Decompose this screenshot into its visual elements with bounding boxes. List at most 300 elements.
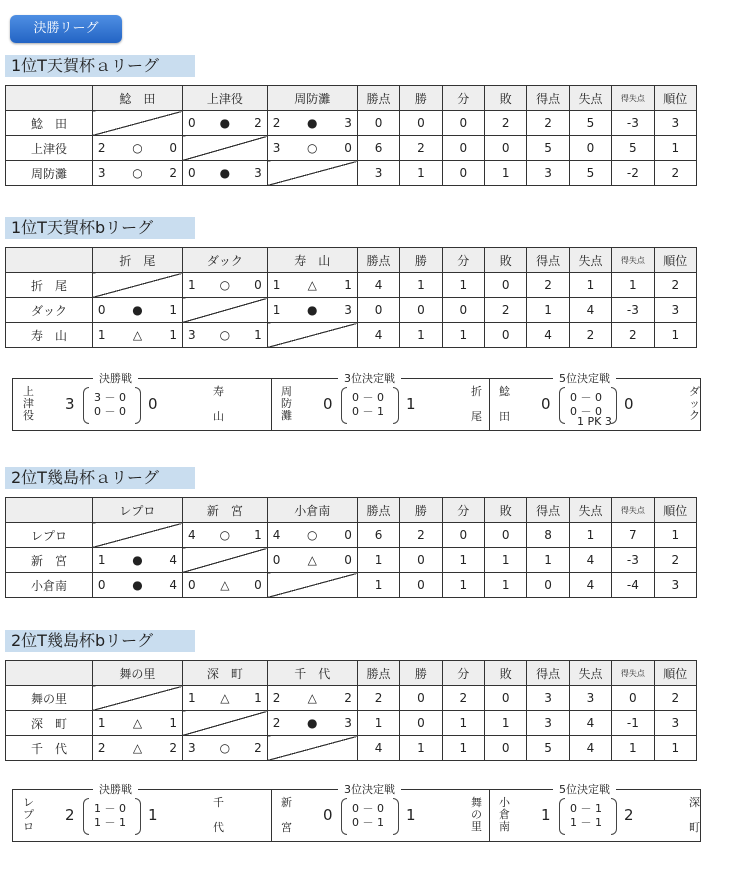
stat-cell: 2 bbox=[442, 686, 484, 711]
stat-header: 分 bbox=[442, 498, 484, 523]
team-name: ダック bbox=[6, 298, 93, 323]
stat-cell: 3 bbox=[654, 711, 696, 736]
name-char: 小 bbox=[499, 796, 510, 809]
self-match-cell bbox=[182, 548, 267, 573]
stat-cell: 0 bbox=[485, 686, 527, 711]
match-score bbox=[268, 303, 357, 317]
team-row bbox=[6, 136, 697, 161]
self-match-cell bbox=[92, 111, 182, 136]
score-part: 1 bbox=[254, 328, 262, 342]
score-part: 1 bbox=[187, 691, 196, 705]
stat-cell: 1 bbox=[400, 273, 442, 298]
stat-header: 敗 bbox=[485, 498, 527, 523]
team-row bbox=[6, 736, 697, 761]
league-table bbox=[5, 497, 697, 598]
stat-header: 敗 bbox=[485, 248, 527, 273]
stat-cell: 4 bbox=[357, 736, 399, 761]
match-score bbox=[93, 166, 182, 180]
match-cell bbox=[267, 298, 357, 323]
corner-cell bbox=[6, 86, 93, 111]
match-score bbox=[268, 553, 357, 567]
team-row bbox=[6, 161, 697, 186]
match-cell bbox=[182, 573, 267, 598]
stat-cell: 2 bbox=[357, 686, 399, 711]
self-match-cell bbox=[267, 736, 357, 761]
close-bracket bbox=[611, 387, 617, 424]
match-title: 5位決定戦 bbox=[553, 781, 616, 797]
score-part: ● bbox=[307, 716, 318, 730]
stat-cell: -1 bbox=[612, 711, 654, 736]
score-part: 3 bbox=[344, 716, 352, 730]
stat-cell: 5 bbox=[527, 736, 569, 761]
match-cell bbox=[182, 736, 267, 761]
stat-cell: 5 bbox=[569, 111, 611, 136]
final-league-button[interactable]: 決勝リーグ bbox=[10, 15, 122, 43]
stat-header: 失点 bbox=[569, 498, 611, 523]
team-name: 寿 山 bbox=[6, 323, 93, 348]
score-part: ○ bbox=[219, 328, 231, 342]
match-title: 決勝戦 bbox=[93, 370, 138, 386]
score-part: 0 bbox=[272, 553, 281, 567]
league-table bbox=[5, 85, 697, 186]
pk-score: 1 PK 3 bbox=[577, 415, 612, 428]
stat-cell: 2 bbox=[654, 161, 696, 186]
open-bracket bbox=[341, 798, 347, 835]
second-half-score: 1 － 1 bbox=[570, 816, 602, 829]
team-header: 千 代 bbox=[267, 661, 357, 686]
stat-cell: 5 bbox=[612, 136, 654, 161]
match-score bbox=[183, 691, 267, 705]
score-part: 4 bbox=[169, 553, 177, 567]
match-cell bbox=[267, 111, 357, 136]
match-cell bbox=[182, 686, 267, 711]
stat-cell: 1 bbox=[485, 161, 527, 186]
team-row bbox=[6, 686, 697, 711]
stat-cell: 1 bbox=[485, 711, 527, 736]
name-char: 宮 bbox=[281, 821, 292, 834]
stat-cell: 4 bbox=[569, 573, 611, 598]
stat-header: 分 bbox=[442, 661, 484, 686]
first-half-score: 0 － 1 bbox=[570, 802, 602, 815]
right-team-name bbox=[471, 386, 482, 423]
league-title: 1位T天賀杯bリーグ bbox=[5, 217, 195, 239]
self-match-cell bbox=[267, 323, 357, 348]
stat-header: 順位 bbox=[654, 86, 696, 111]
score-part: 2 bbox=[254, 741, 262, 755]
team-name: 上津役 bbox=[6, 136, 93, 161]
first-half-score: 3 － 0 bbox=[94, 391, 126, 404]
name-char: 舞 bbox=[471, 796, 482, 809]
name-char: 防 bbox=[281, 397, 292, 410]
match-score bbox=[93, 741, 182, 755]
team-name: 舞の里 bbox=[6, 686, 93, 711]
score-part: ○ bbox=[132, 166, 143, 180]
stat-cell: 1 bbox=[442, 711, 484, 736]
name-char: 里 bbox=[471, 820, 482, 833]
stat-cell: 0 bbox=[400, 686, 442, 711]
name-char: 南 bbox=[499, 820, 510, 833]
left-total-score: 2 bbox=[65, 806, 75, 824]
close-bracket bbox=[611, 798, 617, 835]
self-match-cell bbox=[92, 686, 182, 711]
score-part: 0 bbox=[97, 303, 106, 317]
match-score bbox=[93, 141, 182, 155]
stat-cell: 6 bbox=[357, 523, 399, 548]
score-part: △ bbox=[220, 578, 230, 592]
stat-cell: 1 bbox=[485, 548, 527, 573]
team-name: 深 町 bbox=[6, 711, 93, 736]
stat-cell: 2 bbox=[654, 686, 696, 711]
open-bracket bbox=[83, 387, 89, 424]
match-cell bbox=[92, 711, 182, 736]
stat-header: 得失点 bbox=[612, 248, 654, 273]
name-char: 尾 bbox=[471, 410, 482, 423]
stat-cell: 1 bbox=[654, 523, 696, 548]
score-part: 1 bbox=[187, 278, 196, 292]
score-part: 0 bbox=[187, 578, 196, 592]
score-part: ● bbox=[307, 303, 318, 317]
stat-cell: 2 bbox=[527, 273, 569, 298]
name-char: ク bbox=[689, 409, 700, 422]
first-half-score: 0 － 0 bbox=[352, 391, 384, 404]
team-header: 鯰 田 bbox=[92, 86, 182, 111]
stat-header: 失点 bbox=[569, 248, 611, 273]
stat-cell: 1 bbox=[569, 273, 611, 298]
score-part: ● bbox=[132, 578, 143, 592]
match-score bbox=[183, 528, 267, 542]
right-team-name bbox=[471, 797, 482, 834]
score-part: 4 bbox=[187, 528, 196, 542]
stat-cell: 4 bbox=[569, 736, 611, 761]
team-name: 周防灘 bbox=[6, 161, 93, 186]
league-table bbox=[5, 247, 697, 348]
team-header: 小倉南 bbox=[267, 498, 357, 523]
stat-cell: 0 bbox=[569, 136, 611, 161]
score-part: 0 bbox=[344, 528, 352, 542]
right-team-name bbox=[689, 797, 700, 834]
stat-cell: 6 bbox=[357, 136, 399, 161]
match-score bbox=[268, 691, 357, 705]
score-part: ○ bbox=[219, 278, 231, 292]
self-match-cell bbox=[92, 523, 182, 548]
stat-cell: 1 bbox=[442, 573, 484, 598]
score-part: 4 bbox=[169, 578, 177, 592]
stat-cell: 1 bbox=[612, 736, 654, 761]
second-half-score: 0 － 0 bbox=[570, 405, 602, 418]
team-header: 深 町 bbox=[182, 661, 267, 686]
header-row bbox=[6, 498, 697, 523]
score-part: 1 bbox=[97, 716, 106, 730]
stat-cell: 0 bbox=[442, 111, 484, 136]
score-part: 2 bbox=[344, 691, 352, 705]
score-part: 3 bbox=[187, 741, 196, 755]
stat-cell: 2 bbox=[654, 273, 696, 298]
score-part: 1 bbox=[169, 716, 177, 730]
stat-cell: 4 bbox=[357, 273, 399, 298]
score-part: ● bbox=[219, 166, 231, 180]
stat-header: 得失点 bbox=[612, 86, 654, 111]
stat-cell: 1 bbox=[400, 161, 442, 186]
right-team-name bbox=[213, 386, 224, 423]
name-char: 町 bbox=[689, 821, 700, 834]
left-total-score: 0 bbox=[323, 395, 333, 413]
stat-cell: 1 bbox=[485, 573, 527, 598]
score-part: 2 bbox=[97, 741, 106, 755]
stat-cell: 0 bbox=[485, 136, 527, 161]
stat-cell: -4 bbox=[612, 573, 654, 598]
left-team-name bbox=[281, 386, 292, 423]
name-char: 新 bbox=[281, 796, 292, 809]
stat-cell: 4 bbox=[357, 323, 399, 348]
stat-cell: 1 bbox=[527, 298, 569, 323]
league-title: 2位T幾島杯bリーグ bbox=[5, 630, 195, 652]
stat-header: 得点 bbox=[527, 248, 569, 273]
score-part: ○ bbox=[219, 528, 231, 542]
name-char: 倉 bbox=[499, 808, 510, 821]
score-part: ● bbox=[307, 116, 318, 130]
team-header: 折 尾 bbox=[92, 248, 182, 273]
score-part: 1 bbox=[169, 303, 177, 317]
match-score bbox=[268, 528, 357, 542]
stat-cell: 1 bbox=[654, 323, 696, 348]
score-part: 0 bbox=[169, 141, 177, 155]
stat-header: 敗 bbox=[485, 661, 527, 686]
team-header: 寿 山 bbox=[267, 248, 357, 273]
match-score bbox=[268, 716, 357, 730]
stat-cell: -3 bbox=[612, 298, 654, 323]
left-total-score: 0 bbox=[541, 395, 551, 413]
stat-cell: 5 bbox=[527, 136, 569, 161]
name-char: 周 bbox=[281, 385, 292, 398]
score-part: 1 bbox=[272, 278, 281, 292]
stat-cell: 1 bbox=[357, 711, 399, 736]
score-part: △ bbox=[220, 691, 230, 705]
team-name: 折 尾 bbox=[6, 273, 93, 298]
left-team-name bbox=[499, 386, 510, 423]
name-char: 千 bbox=[213, 796, 224, 809]
stat-header: 勝点 bbox=[357, 661, 399, 686]
score-part: 3 bbox=[254, 166, 262, 180]
stat-header: 失点 bbox=[569, 86, 611, 111]
match-cell bbox=[92, 736, 182, 761]
stat-header: 得点 bbox=[527, 661, 569, 686]
match-score bbox=[93, 328, 182, 342]
header-row bbox=[6, 86, 697, 111]
score-part: 3 bbox=[97, 166, 106, 180]
score-part: 0 bbox=[97, 578, 106, 592]
right-total-score: 1 bbox=[406, 806, 416, 824]
left-total-score: 3 bbox=[65, 395, 75, 413]
match-cell bbox=[92, 573, 182, 598]
self-match-cell bbox=[267, 161, 357, 186]
score-part: 0 bbox=[344, 553, 352, 567]
team-row bbox=[6, 548, 697, 573]
team-row bbox=[6, 323, 697, 348]
stat-cell: 0 bbox=[400, 298, 442, 323]
close-bracket bbox=[393, 798, 399, 835]
match-score bbox=[183, 328, 267, 342]
stat-header: 勝点 bbox=[357, 86, 399, 111]
stat-header: 失点 bbox=[569, 661, 611, 686]
stat-cell: 1 bbox=[442, 548, 484, 573]
name-char: 折 bbox=[471, 385, 482, 398]
knockout-box bbox=[12, 783, 701, 842]
name-char: 役 bbox=[23, 409, 34, 422]
match-cell bbox=[267, 686, 357, 711]
score-part: 3 bbox=[344, 116, 352, 130]
second-half-score: 0 － 1 bbox=[352, 405, 384, 418]
score-part: 3 bbox=[344, 303, 352, 317]
match-cell bbox=[182, 161, 267, 186]
right-total-score: 0 bbox=[624, 395, 634, 413]
score-part: 0 bbox=[254, 578, 262, 592]
match-cell bbox=[267, 136, 357, 161]
stat-cell: 4 bbox=[569, 548, 611, 573]
stat-cell: 0 bbox=[400, 711, 442, 736]
match-cell bbox=[92, 136, 182, 161]
right-total-score: 0 bbox=[148, 395, 158, 413]
stat-cell: 2 bbox=[485, 111, 527, 136]
open-bracket bbox=[341, 387, 347, 424]
name-char: ッ bbox=[689, 397, 700, 410]
name-char: 上 bbox=[23, 385, 34, 398]
stat-cell: 0 bbox=[612, 686, 654, 711]
match-cell bbox=[92, 298, 182, 323]
match-score bbox=[268, 116, 357, 130]
stat-cell: 4 bbox=[569, 298, 611, 323]
team-row bbox=[6, 523, 697, 548]
knockout-box bbox=[12, 372, 701, 431]
first-half-score: 0 － 0 bbox=[570, 391, 602, 404]
stat-cell: 0 bbox=[357, 111, 399, 136]
match-cell bbox=[182, 111, 267, 136]
score-part: 0 bbox=[187, 116, 196, 130]
right-team-name bbox=[689, 386, 700, 423]
match-cell bbox=[92, 548, 182, 573]
stat-cell: 3 bbox=[654, 573, 696, 598]
stat-cell: 0 bbox=[485, 323, 527, 348]
match-score bbox=[183, 166, 267, 180]
team-header: 新 宮 bbox=[182, 498, 267, 523]
match-cell bbox=[182, 523, 267, 548]
league-title: 1位T天賀杯ａリーグ bbox=[5, 55, 195, 77]
score-part: 2 bbox=[169, 166, 177, 180]
match-score bbox=[93, 303, 182, 317]
right-team-name bbox=[213, 797, 224, 834]
stat-cell: 7 bbox=[612, 523, 654, 548]
match-title: 決勝戦 bbox=[93, 781, 138, 797]
team-header: 周防灘 bbox=[267, 86, 357, 111]
name-char: プ bbox=[23, 808, 34, 821]
team-header: 上津役 bbox=[182, 86, 267, 111]
stat-header: 得点 bbox=[527, 498, 569, 523]
corner-cell bbox=[6, 498, 93, 523]
score-part: 2 bbox=[97, 141, 106, 155]
stat-header: 勝点 bbox=[357, 248, 399, 273]
stat-cell: 2 bbox=[485, 298, 527, 323]
close-bracket bbox=[135, 798, 141, 835]
stat-cell: 2 bbox=[400, 136, 442, 161]
stat-cell: 1 bbox=[569, 523, 611, 548]
score-part: 1 bbox=[272, 303, 281, 317]
score-part: ○ bbox=[219, 741, 231, 755]
score-part: △ bbox=[307, 553, 317, 567]
stat-header: 順位 bbox=[654, 248, 696, 273]
score-part: 1 bbox=[97, 328, 106, 342]
score-part: 1 bbox=[97, 553, 106, 567]
team-row bbox=[6, 111, 697, 136]
stat-header: 得失点 bbox=[612, 498, 654, 523]
stat-header: 勝点 bbox=[357, 498, 399, 523]
team-header: 舞の里 bbox=[92, 661, 182, 686]
stat-header: 勝 bbox=[400, 248, 442, 273]
stat-cell: 1 bbox=[654, 736, 696, 761]
name-char: 灘 bbox=[281, 409, 292, 422]
team-row bbox=[6, 273, 697, 298]
score-part: △ bbox=[307, 278, 317, 292]
left-team-name bbox=[499, 797, 510, 834]
stat-cell: 1 bbox=[400, 736, 442, 761]
self-match-cell bbox=[92, 273, 182, 298]
stat-cell: 2 bbox=[569, 323, 611, 348]
score-part: 2 bbox=[169, 741, 177, 755]
close-bracket bbox=[135, 387, 141, 424]
stat-cell: 0 bbox=[485, 736, 527, 761]
match-cell bbox=[267, 523, 357, 548]
score-part: 1 bbox=[169, 328, 177, 342]
stat-cell: 2 bbox=[527, 111, 569, 136]
match-title: 3位決定戦 bbox=[338, 781, 401, 797]
stat-header: 得点 bbox=[527, 86, 569, 111]
match-score bbox=[268, 141, 357, 155]
stat-cell: 1 bbox=[442, 273, 484, 298]
knockout-divider bbox=[271, 379, 272, 430]
match-score bbox=[93, 578, 182, 592]
stat-cell: 3 bbox=[527, 711, 569, 736]
first-half-score: 1 － 0 bbox=[94, 802, 126, 815]
stat-cell: 4 bbox=[569, 711, 611, 736]
stat-cell: 1 bbox=[400, 323, 442, 348]
left-total-score: 0 bbox=[323, 806, 333, 824]
stat-cell: -3 bbox=[612, 111, 654, 136]
score-part: 3 bbox=[272, 141, 281, 155]
open-bracket bbox=[83, 798, 89, 835]
score-part: ○ bbox=[132, 141, 143, 155]
match-cell bbox=[182, 323, 267, 348]
stat-cell: 0 bbox=[527, 573, 569, 598]
team-name: 新 宮 bbox=[6, 548, 93, 573]
stat-cell: 1 bbox=[442, 323, 484, 348]
match-cell bbox=[182, 273, 267, 298]
stat-cell: 2 bbox=[654, 548, 696, 573]
left-team-name bbox=[281, 797, 292, 834]
score-part: △ bbox=[132, 716, 143, 730]
stat-header: 分 bbox=[442, 86, 484, 111]
score-part: ● bbox=[132, 553, 143, 567]
left-team-name bbox=[23, 386, 34, 423]
self-match-cell bbox=[267, 573, 357, 598]
team-header: レプロ bbox=[92, 498, 182, 523]
score-part: 1 bbox=[254, 528, 262, 542]
stat-cell: 1 bbox=[654, 136, 696, 161]
team-row bbox=[6, 298, 697, 323]
open-bracket bbox=[559, 387, 565, 424]
name-char: ダ bbox=[689, 385, 700, 398]
stat-cell: 1 bbox=[612, 273, 654, 298]
team-row bbox=[6, 711, 697, 736]
knockout-divider bbox=[489, 790, 490, 841]
header-row bbox=[6, 248, 697, 273]
